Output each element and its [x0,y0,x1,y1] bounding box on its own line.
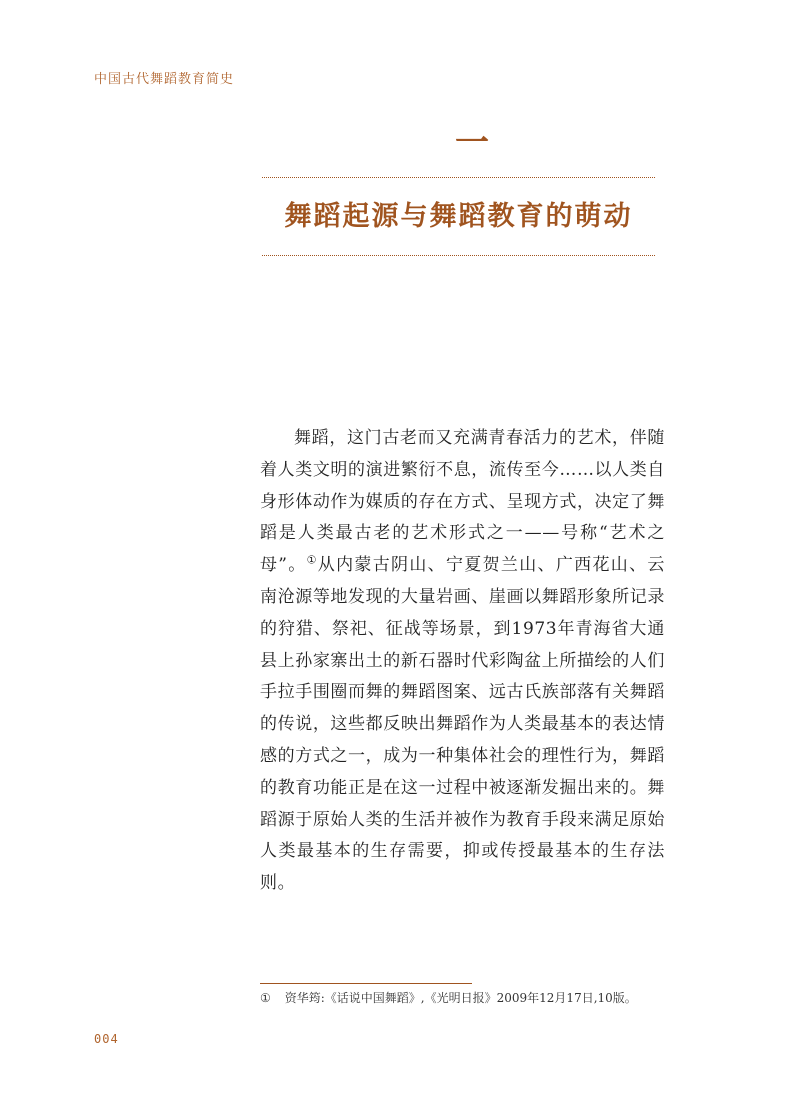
title-rule-bottom [262,255,655,256]
footnote-text: 资华筠:《话说中国舞蹈》,《光明日报》2009年12月17日,10版。 [284,991,637,1005]
footnote [260,989,680,1007]
body-text-part2: 从内蒙古阴山、宁夏贺兰山、广西花山、云南沧源等地发现的大量岩画、崖画以舞蹈形象所记录的狩猎、祭祀、征战等场景，到1973年青海省大通县上孙家寨出土的新石器时代彩陶盆上所描绘的人们手拉手围圈而舞的舞蹈图案、远古氏族部落有关舞蹈的传说，这些都反映出舞蹈作为人类最基本的表达情感的方式之一，成为一种集体社会的理性行为，舞蹈的教育功能正是在这一过程中被逐渐发掘出来的。舞蹈源于原始人类的生活并被作为教育手段来满足原始人类最基本的生存需要，抑或传授最基本的生存法则。 [260,555,665,894]
footnote-rule [260,983,472,984]
body-text-part1: 舞蹈，这门古老而又充满青春活力的艺术，伴随着人类文明的演进繁衍不息，流传至今……以人类自身形体动作为媒质的存在方式、呈现方式，决定了舞蹈是人类最古老的艺术形式之一——号称“艺术之母”。 [260,428,665,576]
body-paragraph [260,423,665,900]
title-rule-top [262,177,655,178]
footnote-reference[interactable]: ① [306,553,318,567]
running-head: 中国古代舞蹈教育简史 [94,72,235,87]
chapter-number: 一 [455,123,489,163]
page-number: 004 [94,1032,119,1046]
footnote-marker: ① [260,991,271,1005]
chapter-title: 舞蹈起源与舞蹈教育的萌动 [284,201,633,232]
